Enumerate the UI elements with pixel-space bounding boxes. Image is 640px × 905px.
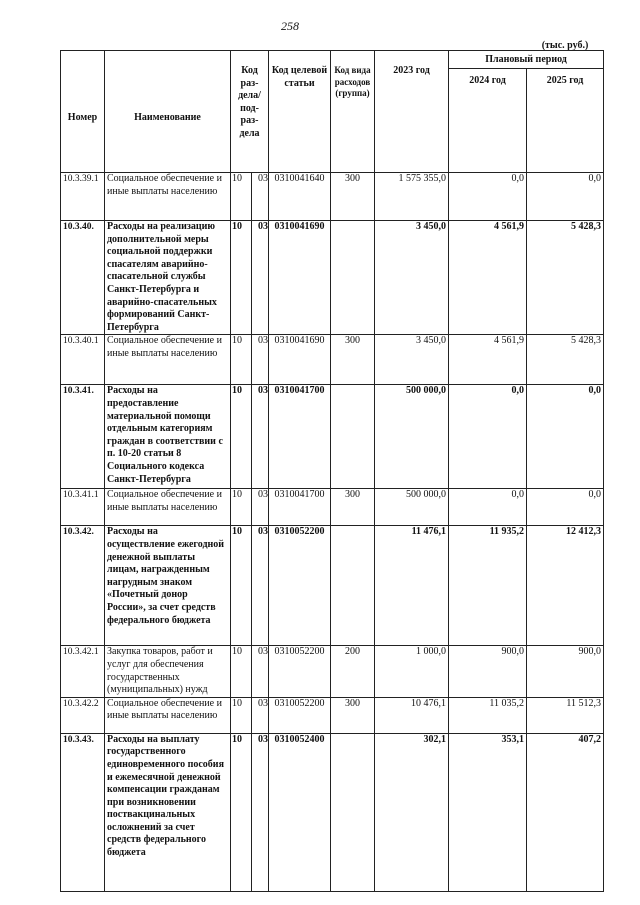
row-value-2025: 11 512,3 [527, 697, 604, 733]
row-name: Социальное обеспечение и иные выплаты населению [105, 335, 231, 385]
row-value-2024: 11 035,2 [449, 697, 527, 733]
row-target-code: 0310052200 [269, 646, 331, 697]
row-expense-code: 300 [331, 173, 375, 221]
col-header-2025: 2025 год [527, 69, 604, 173]
row-expense-code [331, 221, 375, 335]
row-expense-code [331, 526, 375, 646]
budget-table [60, 50, 604, 892]
row-value-2023: 1 575 355,0 [375, 173, 449, 221]
table-row [61, 733, 604, 891]
row-name: Социальное обеспечение и иные выплаты населению [105, 697, 231, 733]
row-value-2023: 302,1 [375, 733, 449, 891]
row-target-code: 0310052200 [269, 697, 331, 733]
table-row [61, 489, 604, 526]
row-section: 10 [231, 733, 252, 891]
row-section: 10 [231, 385, 252, 489]
page-number: 258 [281, 19, 299, 33]
row-section: 10 [231, 697, 252, 733]
row-subsection: 03 [252, 733, 269, 891]
row-subsection: 03 [252, 335, 269, 385]
row-expense-code: 200 [331, 646, 375, 697]
row-name: Социальное обеспечение и иные выплаты населению [105, 489, 231, 526]
row-value-2025: 5 428,3 [527, 335, 604, 385]
table-row [61, 646, 604, 697]
row-number: 10.3.41. [61, 385, 105, 489]
row-value-2025: 12 412,3 [527, 526, 604, 646]
row-value-2024: 0,0 [449, 489, 527, 526]
row-value-2023: 3 450,0 [375, 335, 449, 385]
col-header-expense-code: Код вида расходов (группа) [331, 51, 375, 173]
row-target-code: 0310041690 [269, 221, 331, 335]
row-value-2023: 3 450,0 [375, 221, 449, 335]
units-label: (тыс. руб.) [541, 40, 589, 51]
col-header-target-code: Код целевой статьи [269, 51, 331, 173]
row-subsection: 03 [252, 385, 269, 489]
row-value-2023: 500 000,0 [375, 489, 449, 526]
row-target-code: 0310041700 [269, 385, 331, 489]
row-subsection: 03 [252, 489, 269, 526]
row-subsection: 03 [252, 697, 269, 733]
table-row [61, 221, 604, 335]
col-header-section-code: Код раз-дела/ под-раз-дела [231, 51, 269, 173]
col-header-2023: 2023 год [375, 51, 449, 173]
row-number: 10.3.42.1 [61, 646, 105, 697]
row-expense-code: 300 [331, 489, 375, 526]
row-subsection: 03 [252, 173, 269, 221]
row-section: 10 [231, 526, 252, 646]
row-section: 10 [231, 221, 252, 335]
table-row [61, 385, 604, 489]
row-name: Расходы на выплату государственного единовременного пособия и ежемесячной денежной компенсации гражданам при возникновении поствакцинальных осложнений за счет средств федерального бюджета [105, 733, 231, 891]
table-row [61, 173, 604, 221]
row-value-2025: 0,0 [527, 489, 604, 526]
row-value-2024: 0,0 [449, 385, 527, 489]
row-value-2025: 900,0 [527, 646, 604, 697]
row-number: 10.3.43. [61, 733, 105, 891]
row-section: 10 [231, 646, 252, 697]
row-number: 10.3.42.2 [61, 697, 105, 733]
row-value-2023: 1 000,0 [375, 646, 449, 697]
row-name: Закупка товаров, работ и услуг для обеспечения государственных (муниципальных) нужд [105, 646, 231, 697]
row-value-2023: 500 000,0 [375, 385, 449, 489]
row-value-2024: 353,1 [449, 733, 527, 891]
row-value-2024: 4 561,9 [449, 221, 527, 335]
row-subsection: 03 [252, 646, 269, 697]
row-target-code: 0310041640 [269, 173, 331, 221]
table-row [61, 526, 604, 646]
row-target-code: 0310052400 [269, 733, 331, 891]
row-number: 10.3.42. [61, 526, 105, 646]
row-value-2025: 5 428,3 [527, 221, 604, 335]
row-value-2024: 11 935,2 [449, 526, 527, 646]
row-value-2024: 0,0 [449, 173, 527, 221]
row-value-2025: 0,0 [527, 385, 604, 489]
row-expense-code: 300 [331, 335, 375, 385]
row-number: 10.3.39.1 [61, 173, 105, 221]
row-target-code: 0310041690 [269, 335, 331, 385]
row-value-2025: 407,2 [527, 733, 604, 891]
col-header-number: Номер [61, 51, 105, 173]
row-number: 10.3.40.1 [61, 335, 105, 385]
row-section: 10 [231, 335, 252, 385]
row-value-2024: 900,0 [449, 646, 527, 697]
table-row [61, 697, 604, 733]
col-header-2024: 2024 год [449, 69, 527, 173]
row-number: 10.3.41.1 [61, 489, 105, 526]
row-name: Расходы на осуществление ежегодной денежной выплаты лицам, награжденным нагрудным знаком «Почетный донор России», за счет средств федерального бюджета [105, 526, 231, 646]
row-section: 10 [231, 173, 252, 221]
row-target-code: 0310041700 [269, 489, 331, 526]
row-name: Расходы на предоставление материальной помощи отдельным категориям граждан в соответствии с п. 10-20 статьи 8 Социального кодекса Санкт-Петербурга [105, 385, 231, 489]
row-subsection: 03 [252, 526, 269, 646]
row-expense-code: 300 [331, 697, 375, 733]
row-value-2023: 10 476,1 [375, 697, 449, 733]
row-value-2025: 0,0 [527, 173, 604, 221]
col-header-name: Наименование [105, 51, 231, 173]
row-number: 10.3.40. [61, 221, 105, 335]
col-header-planning-period: Плановый период [449, 51, 604, 69]
row-value-2024: 4 561,9 [449, 335, 527, 385]
row-name: Расходы на реализацию дополнительной меры социальной поддержки спасателям аварийно-спасательной службы Санкт-Петербурга и аварийно-спасательных формирований Санкт-Петербурга [105, 221, 231, 335]
row-subsection: 03 [252, 221, 269, 335]
row-name: Социальное обеспечение и иные выплаты населению [105, 173, 231, 221]
row-value-2023: 11 476,1 [375, 526, 449, 646]
row-expense-code [331, 385, 375, 489]
row-target-code: 0310052200 [269, 526, 331, 646]
row-section: 10 [231, 489, 252, 526]
table-row [61, 335, 604, 385]
row-expense-code [331, 733, 375, 891]
